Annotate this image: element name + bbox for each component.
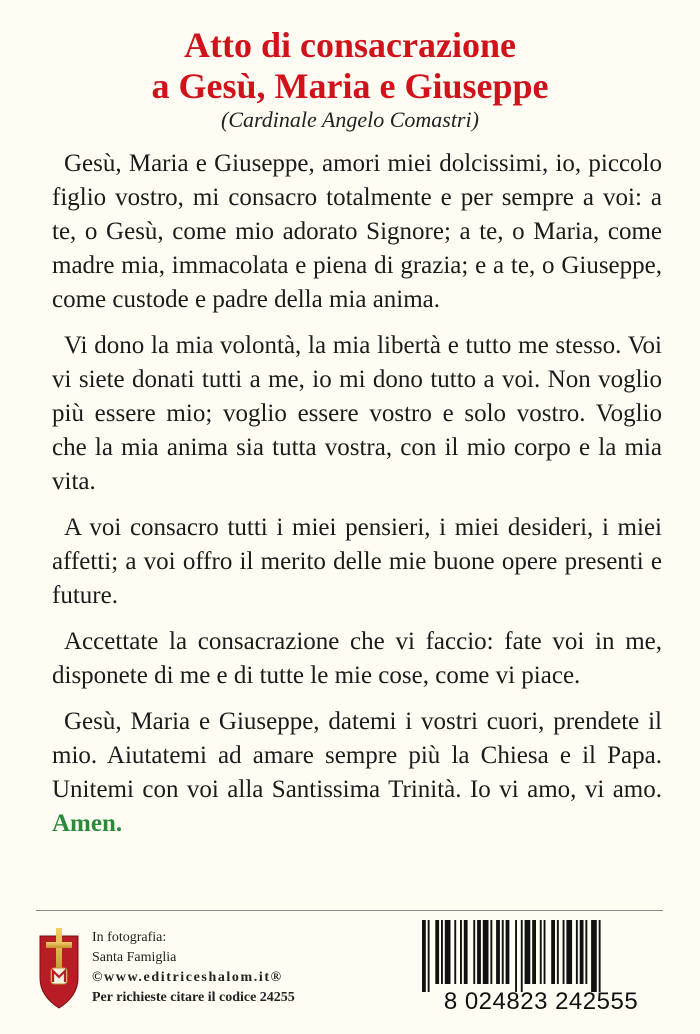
- prayer-author: (Cardinale Angelo Comastri): [221, 107, 479, 132]
- barcode-bar: [544, 920, 546, 984]
- barcode-bar: [551, 920, 555, 984]
- barcode-bar: [525, 920, 531, 984]
- barcode-bar: [441, 920, 443, 984]
- prayer-paragraph-3: A voi consacro tutti i miei pensieri, i miei desideri, i miei affetti; a voi offro il merito delle mie buone opere presenti e future.: [52, 514, 662, 609]
- barcode-bar: [445, 920, 451, 984]
- prayer-paragraph-2: Vi dono la mia volontà, la mia libertà e tutto me stesso. Voi vi siete donati tutti a me, io mi dono tutto a voi. Non voglio più essere mio; voglio essere vostro e solo vostro. Voglio che la mia anima sia tutta vostra, con il mio corpo e la mia vita.: [52, 332, 662, 495]
- barcode-bar: [483, 920, 489, 984]
- barcode-number: 8 024823 242555: [443, 988, 639, 1015]
- photo-subject: Santa Famiglia: [92, 950, 177, 965]
- prayer-paragraph-5-text: Gesù, Maria e Giuseppe, datemi i vostri cuori, prendete il mio. Aiutatemi ad amare sempre più la Chiesa e il Papa. Unitemi con voi alla Santissima Trinità. Io vi amo, vi amo.: [52, 708, 662, 803]
- barcode-bar: [490, 920, 492, 984]
- barcode: [416, 920, 666, 1020]
- barcode-bar: [454, 920, 456, 984]
- barcode-bar: [540, 920, 542, 984]
- prayer-body: [52, 147, 662, 853]
- barcode-bars: [416, 920, 666, 992]
- barcode-bar: [477, 920, 481, 984]
- barcode-bar: [460, 920, 462, 984]
- barcode-bar: [515, 920, 517, 992]
- prayer-paragraph-4: Accettate la consacrazione che vi faccio: fate voi in me, disponete di me e di tutte le mie cose, come vi piace.: [52, 628, 662, 689]
- photo-label: In fotografia:: [92, 930, 167, 945]
- prayer-paragraph-1: Gesù, Maria e Giuseppe, amori miei dolcissimi, io, piccolo figlio vostro, mi consacro totalmente e per sempre a voi: a te, o Gesù, come mio adorato Signore; a te, o Maria, come madre mia, immacolata e piena di grazia; e a te, o Giuseppe, come custode e padre della mia anima.: [52, 150, 662, 313]
- barcode-bar: [557, 920, 559, 984]
- barcode-bar: [496, 920, 500, 984]
- barcode-bar: [585, 920, 587, 984]
- barcode-bar: [599, 920, 601, 992]
- barcode-bar: [506, 920, 510, 984]
- barcode-bar: [532, 920, 536, 984]
- barcode-bar: [502, 920, 504, 984]
- prayer-paragraph-5: [52, 705, 662, 841]
- barcode-bar: [591, 920, 597, 992]
- barcode-bar: [422, 920, 426, 992]
- prayer-title-line-2: a Gesù, Maria e Giuseppe: [151, 66, 549, 106]
- barcode-bar: [473, 920, 475, 984]
- publisher-website: ©www.editriceshalom.it®: [92, 970, 283, 985]
- order-code: Per richieste citare il codice 24255: [92, 990, 295, 1005]
- barcode-bar: [464, 920, 468, 984]
- barcode-bar: [435, 920, 439, 984]
- amen-text: Amen.: [52, 810, 123, 837]
- barcode-bar: [580, 920, 584, 984]
- barcode-bar: [563, 920, 565, 984]
- prayer-title-line-1: Atto di consacrazione: [184, 25, 516, 65]
- barcode-bar: [521, 920, 523, 992]
- barcode-bar: [428, 920, 430, 992]
- footer-info: [92, 928, 412, 1008]
- footer-divider: [36, 910, 663, 911]
- shalom-logo-icon: [38, 926, 80, 1010]
- barcode-bar: [566, 920, 572, 984]
- barcode-bar: [576, 920, 578, 984]
